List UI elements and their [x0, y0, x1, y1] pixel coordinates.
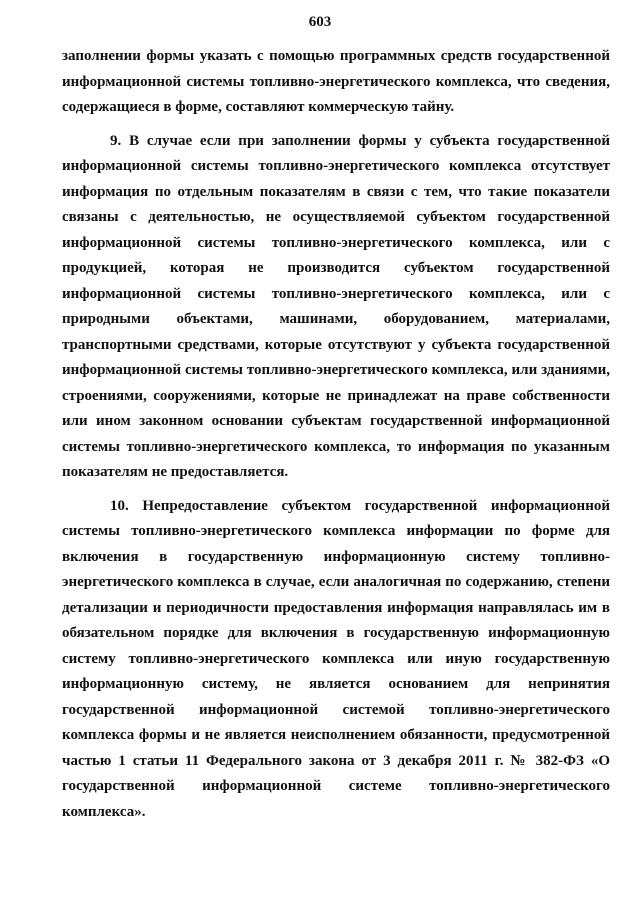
paragraph-clause-9: 9. В случае если при заполнении формы у субъекта государственной информационной системы топливно-энергетического комплекса отсутствует информация по отдельным показателям в связи с тем, что такие показатели связаны с деятельностью, не осуществляемой субъектом государственной информационной системы топливно-энергетического комплекса, или с продукцией, которая не производится субъектом государственной информационной системы топливно-энергетического комплекса, или с природными объектами, машинами, оборудованием, материалами, транспортными средствами, которые отсутствуют у субъекта государственной информационной системы топливно-энергетического комплекса, или зданиями, строениями, сооружениями, которые не принадлежат на праве собственности или ином законном основании субъектам государственной информационной системы топливно-энергетического комплекса, то информация по указанным показателям не предоставляется. [62, 132, 610, 480]
paragraph-clause-10: 10. Непредоставление субъектом государственной информационной системы топливно-энергетического комплекса информации по форме для включения в государственную информационную систему топливно-энергетического комплекса в случае, если аналогичная по содержанию, степени детализации и периодичности предоставления информация направлялась им в обязательном порядке для включения в государственную информационную систему топливно-энергетического комплекса или иную государственную информационную систему, не является основанием для непринятия государственной информационной системой топливно-энергетического комплекса формы и не является неисполнением обязанности, предусмотренной частью 1 статьи 11 Федерального закона от 3 декабря 2011 г. № 382-ФЗ «О государственной информационной системе топливно-энергетического комплекса». [62, 497, 610, 820]
paragraph-continuation: заполнении формы указать с помощью программных средств государственной информационной системы топливно-энергетического комплекса, что сведения, содержащиеся в форме, составляют коммерческую тайну. [62, 48, 610, 115]
document-body [62, 44, 610, 833]
page-number: 603 [308, 14, 332, 30]
